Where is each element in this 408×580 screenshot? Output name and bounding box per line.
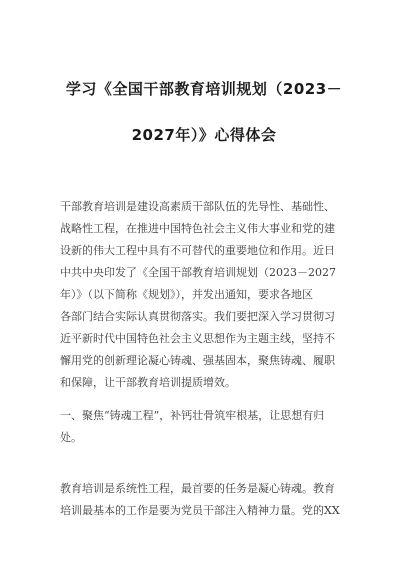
paragraph-line: 中共中央印发了《全国干部教育培训规划（2023－2027 xyxy=(60,266,336,279)
body-paragraph xyxy=(60,478,355,522)
paragraph-line: 教育培训是系统性工程，最首要的任务是凝心铸魂。教育 xyxy=(60,482,335,495)
paragraph-line: 懈用党的创新理论凝心铸魂、强基固本，聚焦铸魂、履职 xyxy=(60,354,335,367)
paragraph-line: 和保障，让干部教育培训提质增效。 xyxy=(60,376,236,389)
paragraph-line: 设新的伟大工程中具有不可替代的重要地位和作用。近日 xyxy=(60,244,335,257)
paragraph-line: 各部门结合实际认真贯彻落实。我们要把深入学习贯彻习 xyxy=(60,310,335,323)
paragraph-line: 年）》（以下简称《规划》），并发出通知，要求各地区 xyxy=(60,288,313,301)
paragraph-line: 培训最基本的工作是要为党员干部注入精神力量。党的XX xyxy=(60,504,340,517)
intro-paragraph xyxy=(60,196,355,394)
section-heading-paragraph xyxy=(60,405,355,449)
document-title-line-1: 学习《全国干部教育培训规划（2023－ xyxy=(65,80,343,98)
document-title-line-2: 2027年）》心得体会 xyxy=(131,126,277,144)
paragraph-line: 近平新时代中国特色社会主义思想作为主题主线，坚持不 xyxy=(60,332,335,345)
paragraph-line: 干部教育培训是建设高素质干部队伍的先导性、基础性、 xyxy=(60,200,335,213)
paragraph-line: 处。 xyxy=(60,431,82,444)
paragraph-line: 战略性工程，在推进中国特色社会主义伟大事业和党的建 xyxy=(60,222,335,235)
paragraph-line: 一、聚焦“铸魂工程”，补钙壮骨筑牢根基，让思想有归 xyxy=(60,409,325,422)
